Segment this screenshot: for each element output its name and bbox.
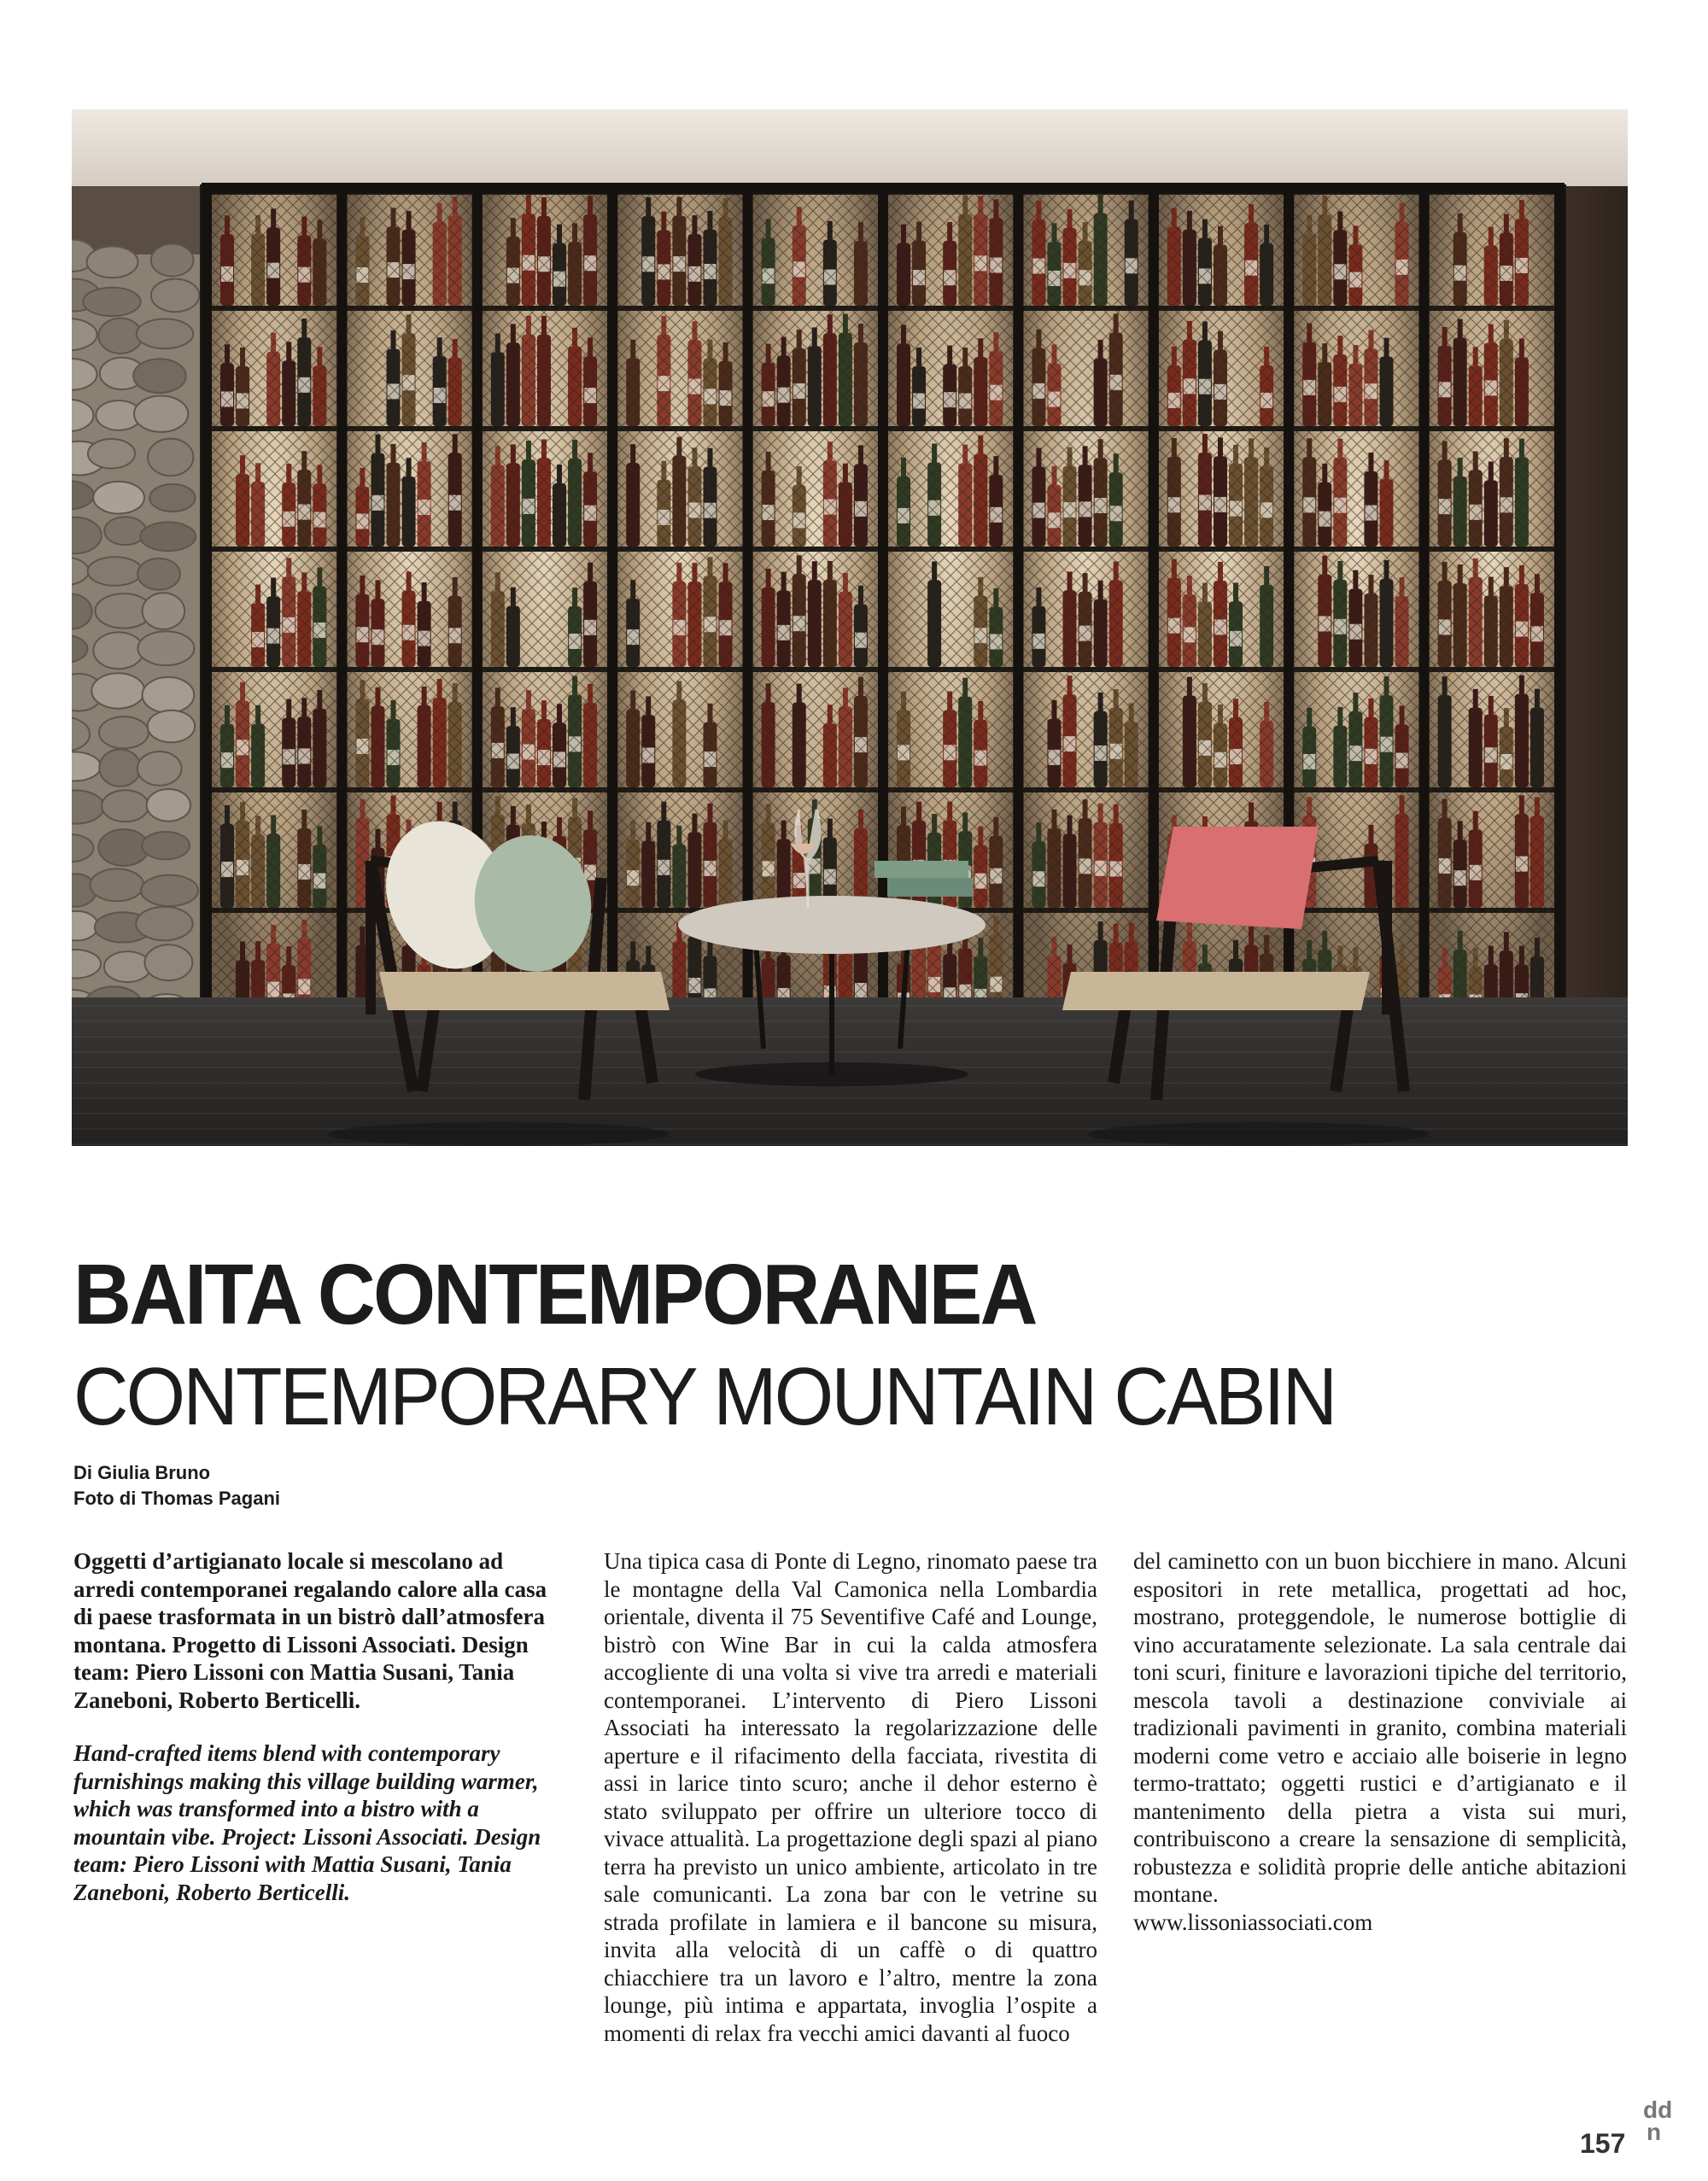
title-italian: BAITA CONTEMPORANEA: [73, 1247, 1036, 1342]
body-text-2: Una tipica casa di Ponte di Legno, rinomato paese tra le montagne della Val Camonica nella Lombardia orientale, diventa il 75 Seventifive Café and Lounge, bistrò con Wine Bar in cui la calda atmosfera accogliente di una volta si vive tra arredi e materiali contemporanei. L’intervento di Piero Lissoni Associati ha interessato la regolarizzazione delle aperture e il rifacimento della facciata, rivestita di assi in larice tinto scuro; anche il dehor esterno è stato sviluppato per offrire un ulteriore tocco di vivace attualità. La progettazione degli spazi al piano terra ha previsto un unico ambiente, articolato in tre sale comunicanti. La zona bar con le vetrine su strada profilate in lamiera e il bancone su misura, invita alla velocità di un caffè o di quattro chiacchiere tra un lavoro e l’altro, mentre la zona lounge, più intima e appartata, invoglia l’ospite a momenti di relax fra vecchi amici davanti al fuoco: [604, 1548, 1097, 2046]
body-column-3: [1133, 1547, 1627, 1936]
body-text-3: del caminetto con un buon bicchiere in mano. Alcuni espositori in rete metallica, progettati ad hoc, mostrano, proteggendole, le numerose bottiglie di vino accuratamente selezionate. La sala centrale dai toni scuri, finiture e lavorazioni tipiche del territorio, mescola tavoli a destinazione conviviale ai tradizionali pavimenti in granito, combina materiali moderni come vetro e acciaio alle boiserie in legno termo-trattato; oggetti rustici e d’artigianato e il mantenimento della pietra a vista sui muri, contribuiscono a creare la sensazione di semplicità, robustezza e solidità proprie delle antiche abitazioni montane.: [1133, 1548, 1627, 1907]
page-number: 157: [1580, 2128, 1626, 2159]
svg-text:dd: dd: [1643, 2097, 1673, 2123]
website-link[interactable]: www.lissoniassociati.com: [1133, 1909, 1373, 1935]
photo-credit: Foto di Thomas Pagani: [73, 1488, 281, 1509]
lead-column: [73, 1547, 569, 1906]
body-column-2: [604, 1547, 1097, 2047]
lead-italian: Oggetti d’artigianato locale si mescolano ad arredi contemporanei regalando calore alla casa di paese trasformata in un bistrò dall’atmosfera montana. Progetto di Lissoni Associati. Design team: Piero Lissoni con Mattia Susani, Tania Zaneboni, Roberto Berticelli.: [73, 1548, 547, 1713]
wine-bar-interior-illustration: [72, 109, 1628, 1146]
credits: [73, 1460, 280, 1511]
lead-english: Hand-crafted items blend with contemporary furnishings making this village building warmer, which was transformed into a bistro with a mountain vibe. Project: Lissoni Associati. Design team: Piero Lissoni with Mattia Susani, Tania Zaneboni, Roberto Berticelli.: [73, 1740, 541, 1905]
ddn-logo-icon: [1641, 2097, 1682, 2145]
author-credit: Di Giulia Bruno: [73, 1462, 211, 1483]
svg-text:n: n: [1647, 2119, 1662, 2145]
title-english: CONTEMPORARY MOUNTAIN CABIN: [73, 1351, 1336, 1442]
wine-bar-photo: [72, 109, 1628, 1146]
